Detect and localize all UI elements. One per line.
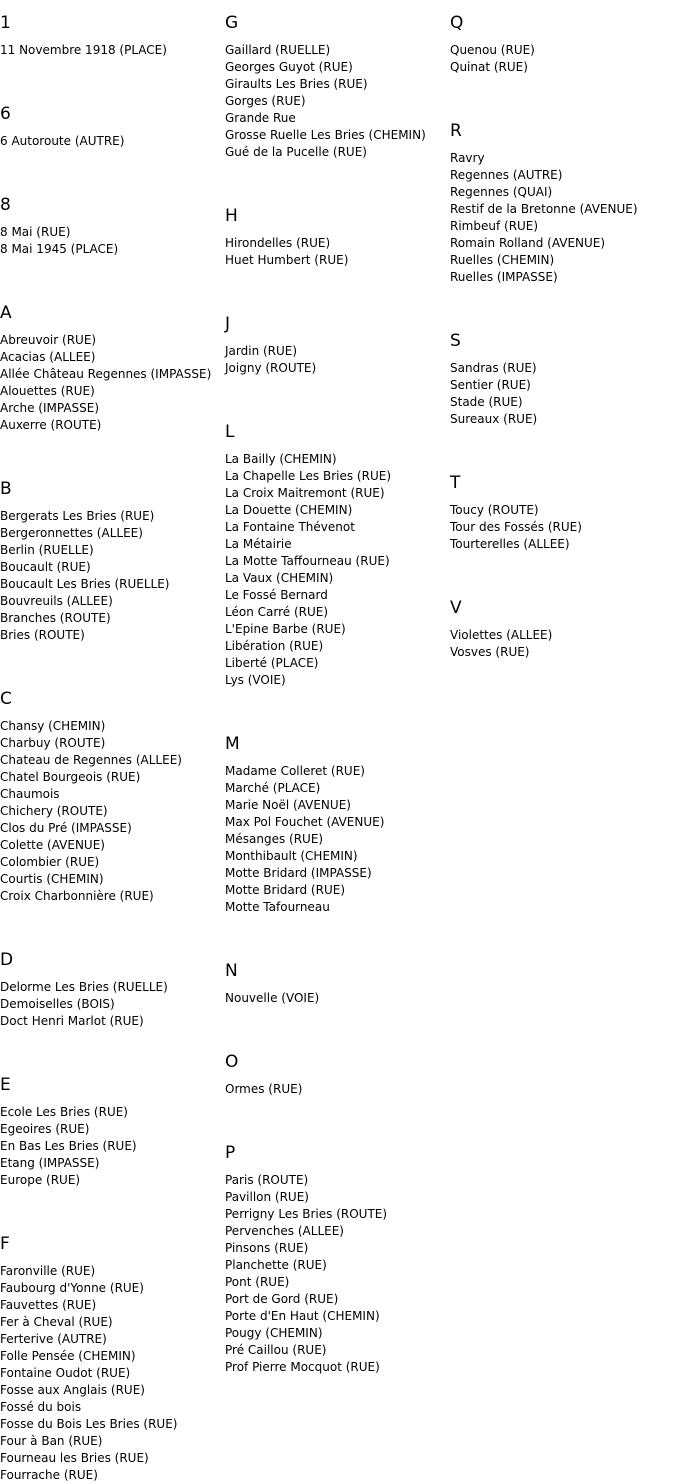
group-spacer [0, 59, 222, 91]
street-link[interactable]: Bries (ROUTE) [0, 628, 85, 642]
letter-group [225, 1130, 447, 1376]
street-link[interactable]: La Croix Maitremont (RUE) [225, 486, 385, 500]
street-link[interactable]: Grande Rue [225, 111, 296, 125]
street-link[interactable]: L'Epine Barbe (RUE) [225, 622, 346, 636]
street-link[interactable]: Porte d'En Haut (CHEMIN) [225, 1309, 380, 1323]
street-link[interactable]: La Douette (CHEMIN) [225, 503, 353, 517]
group-spacer [225, 689, 447, 721]
letter-group [0, 466, 222, 644]
street-link[interactable]: Fossé du bois [0, 1400, 82, 1414]
street-link[interactable]: Marie Noël (AVENUE) [225, 798, 351, 812]
group-spacer [0, 1189, 222, 1221]
street-link[interactable]: Quinat (RUE) [450, 60, 528, 74]
street-list [450, 360, 675, 428]
letter-heading: N [225, 961, 238, 981]
street-link[interactable]: Ferterive (AUTRE) [0, 1332, 107, 1346]
group-spacer [0, 644, 222, 676]
street-link[interactable]: Port de Gord (RUE) [225, 1292, 339, 1306]
street-link[interactable]: 8 Mai 1945 (PLACE) [0, 242, 119, 256]
group-spacer [450, 76, 675, 108]
street-link[interactable]: 6 Autoroute (AUTRE) [0, 134, 125, 148]
street-link[interactable]: Le Fossé Bernard [225, 588, 328, 602]
street-link[interactable]: Grosse Ruelle Les Bries (CHEMIN) [225, 128, 426, 142]
street-link[interactable]: Boucault (RUE) [0, 560, 91, 574]
street-link[interactable]: Delorme Les Bries (RUELLE) [0, 980, 168, 994]
letter-heading: C [0, 689, 12, 709]
letter-heading: D [0, 950, 14, 970]
letter-heading: P [225, 1143, 236, 1163]
street-link[interactable]: Perrigny Les Bries (ROUTE) [225, 1207, 388, 1221]
letter-heading: S [450, 331, 461, 351]
street-link[interactable]: Alouettes (RUE) [0, 384, 95, 398]
street-link[interactable]: Regennes (QUAI) [450, 185, 553, 199]
street-link[interactable]: Regennes (AUTRE) [450, 168, 563, 182]
street-list [450, 42, 675, 76]
street-link[interactable]: Paris (ROUTE) [225, 1173, 309, 1187]
street-link[interactable]: Faubourg d'Yonne (RUE) [0, 1281, 144, 1295]
letter-heading: V [450, 598, 462, 618]
letter-group [225, 409, 447, 689]
letter-heading: G [225, 13, 239, 33]
group-spacer [0, 150, 222, 182]
group-spacer [225, 1007, 447, 1039]
group-spacer [225, 1098, 447, 1130]
group-spacer [0, 905, 222, 937]
street-index-column-1 [0, 0, 222, 1484]
street-link[interactable]: Vosves (RUE) [450, 645, 530, 659]
street-link[interactable]: Stade (RUE) [450, 395, 523, 409]
street-link[interactable]: Hirondelles (RUE) [225, 236, 331, 250]
street-link[interactable]: Folle Pensée (CHEMIN) [0, 1349, 136, 1363]
street-link[interactable]: Motte Bridard (IMPASSE) [225, 866, 372, 880]
group-spacer [450, 428, 675, 460]
street-list [225, 763, 447, 916]
letter-heading: J [225, 314, 231, 334]
street-list [225, 235, 447, 269]
group-spacer [0, 258, 222, 290]
street-link[interactable]: Fontaine Oudot (RUE) [0, 1366, 131, 1380]
letter-heading: L [225, 422, 235, 442]
street-list [225, 42, 447, 161]
letter-group [225, 948, 447, 1007]
street-link[interactable]: Bergerats Les Bries (RUE) [0, 509, 155, 523]
street-link[interactable]: Chichery (ROUTE) [0, 804, 108, 818]
street-link[interactable]: Bouvreuils (ALLEE) [0, 594, 113, 608]
street-link[interactable]: Arche (IMPASSE) [0, 401, 100, 415]
street-link[interactable]: Restif de la Bretonne (AVENUE) [450, 202, 638, 216]
street-link[interactable]: Branches (ROUTE) [0, 611, 111, 625]
street-link[interactable]: En Bas Les Bries (RUE) [0, 1139, 137, 1153]
street-link[interactable]: La Motte Taffourneau (RUE) [225, 554, 390, 568]
letter-heading: H [225, 206, 238, 226]
group-spacer [225, 269, 447, 301]
street-link[interactable]: Ecole Les Bries (RUE) [0, 1105, 128, 1119]
street-link[interactable]: Colombier (RUE) [0, 855, 100, 869]
street-list [0, 42, 222, 59]
letter-heading: M [225, 734, 240, 754]
street-link[interactable]: Demoiselles (BOIS) [0, 997, 115, 1011]
street-link[interactable]: Fosse du Bois Les Bries (RUE) [0, 1417, 178, 1431]
street-link[interactable]: Joigny (ROUTE) [225, 361, 317, 375]
letter-heading: T [450, 473, 461, 493]
street-link[interactable]: Doct Henri Marlot (RUE) [0, 1014, 144, 1028]
street-link[interactable]: Chateau de Regennes (ALLEE) [0, 753, 182, 767]
street-link[interactable]: Violettes (ALLEE) [450, 628, 553, 642]
letter-heading: 1 [0, 13, 11, 33]
street-link[interactable]: Acacias (ALLEE) [0, 350, 96, 364]
street-link[interactable]: Huet Humbert (RUE) [225, 253, 349, 267]
street-list [0, 508, 222, 644]
street-link[interactable]: Madame Colleret (RUE) [225, 764, 365, 778]
street-link[interactable]: Toucy (ROUTE) [450, 503, 539, 517]
street-link[interactable]: La Métairie [225, 537, 292, 551]
street-link[interactable]: Chansy (CHEMIN) [0, 719, 106, 733]
letter-heading: 8 [0, 195, 11, 215]
street-link[interactable]: 8 Mai (RUE) [0, 225, 71, 239]
street-list [225, 1081, 447, 1098]
street-link[interactable]: Courtis (CHEMIN) [0, 872, 104, 886]
street-list [0, 224, 222, 258]
street-link[interactable]: Prof Pierre Mocquot (RUE) [225, 1360, 380, 1374]
group-spacer [225, 161, 447, 193]
street-link[interactable]: Gaillard (RUELLE) [225, 43, 331, 57]
street-link[interactable]: Rimbeuf (RUE) [450, 219, 539, 233]
street-link[interactable]: Pont (RUE) [225, 1275, 290, 1289]
group-spacer [450, 553, 675, 585]
street-index-column-3 [450, 0, 675, 661]
street-list [225, 990, 447, 1007]
street-list [0, 718, 222, 905]
street-link[interactable]: Lys (VOIE) [225, 673, 286, 687]
street-link[interactable]: Max Pol Fouchet (AVENUE) [225, 815, 385, 829]
letter-heading: Q [450, 13, 464, 33]
letter-group [450, 460, 675, 553]
letter-group [225, 193, 447, 269]
street-link[interactable]: 11 Novembre 1918 (PLACE) [0, 43, 167, 57]
letter-heading: E [0, 1075, 11, 1095]
street-link[interactable]: Sandras (RUE) [450, 361, 537, 375]
letter-group [225, 1039, 447, 1098]
street-list [225, 343, 447, 377]
street-list [0, 979, 222, 1030]
street-link[interactable]: Motte Bridard (RUE) [225, 883, 345, 897]
letter-heading: F [0, 1234, 10, 1254]
street-link[interactable]: Colette (AVENUE) [0, 838, 105, 852]
street-link[interactable]: La Chapelle Les Bries (RUE) [225, 469, 391, 483]
street-link[interactable]: Charbuy (ROUTE) [0, 736, 106, 750]
group-spacer [450, 286, 675, 318]
street-link[interactable]: La Vaux (CHEMIN) [225, 571, 334, 585]
letter-group [450, 0, 675, 76]
letter-heading: B [0, 479, 12, 499]
street-link[interactable]: La Fontaine Thévenot [225, 520, 355, 534]
street-link[interactable]: Pougy (CHEMIN) [225, 1326, 323, 1340]
street-link[interactable]: Monthibault (CHEMIN) [225, 849, 358, 863]
street-link[interactable]: Mésanges (RUE) [225, 832, 324, 846]
street-link[interactable]: Pavillon (RUE) [225, 1190, 309, 1204]
street-link[interactable]: Fauvettes (RUE) [0, 1298, 97, 1312]
street-link[interactable]: Giraults Les Bries (RUE) [225, 77, 368, 91]
street-list [0, 1263, 222, 1484]
street-link[interactable]: Allée Château Regennes (IMPASSE) [0, 367, 212, 381]
street-link[interactable]: Chaumois [0, 787, 60, 801]
street-list [450, 502, 675, 553]
street-link[interactable]: Bergeronnettes (ALLEE) [0, 526, 143, 540]
street-link[interactable]: Libération (RUE) [225, 639, 324, 653]
street-link[interactable]: Motte Tafourneau [225, 900, 330, 914]
letter-group [450, 108, 675, 286]
street-link[interactable]: Planchette (RUE) [225, 1258, 327, 1272]
letter-heading: 6 [0, 104, 11, 124]
street-link[interactable]: Egeoires (RUE) [0, 1122, 90, 1136]
street-link[interactable]: Fourrache (RUE) [0, 1468, 98, 1482]
street-list [450, 627, 675, 661]
letter-heading: A [0, 303, 12, 323]
letter-group [450, 585, 675, 661]
street-link[interactable]: Léon Carré (RUE) [225, 605, 329, 619]
letter-group [225, 0, 447, 161]
street-link[interactable]: Tourterelles (ALLEE) [450, 537, 570, 551]
street-link[interactable]: Ruelles (IMPASSE) [450, 270, 558, 284]
street-link[interactable]: Fosse aux Anglais (RUE) [0, 1383, 145, 1397]
street-link[interactable]: Sureaux (RUE) [450, 412, 538, 426]
street-link[interactable]: Berlin (RUELLE) [0, 543, 94, 557]
street-link[interactable]: Gorges (RUE) [225, 94, 306, 108]
street-link[interactable]: La Bailly (CHEMIN) [225, 452, 337, 466]
street-index-column-2 [225, 0, 447, 1376]
letter-group [0, 91, 222, 150]
letter-group [225, 721, 447, 916]
street-list [0, 332, 222, 434]
street-link[interactable]: Faronville (RUE) [0, 1264, 96, 1278]
group-spacer [0, 1030, 222, 1062]
street-link[interactable]: Georges Guyot (RUE) [225, 60, 353, 74]
street-link[interactable]: Boucault Les Bries (RUELLE) [0, 577, 170, 591]
street-link[interactable]: Ruelles (CHEMIN) [450, 253, 555, 267]
street-link[interactable]: Pinsons (RUE) [225, 1241, 309, 1255]
street-list [225, 451, 447, 689]
street-link[interactable]: Quenou (RUE) [450, 43, 535, 57]
street-link[interactable]: Jardin (RUE) [225, 344, 298, 358]
street-list [450, 150, 675, 286]
street-link[interactable]: Four à Ban (RUE) [0, 1434, 103, 1448]
group-spacer [0, 434, 222, 466]
street-list [225, 1172, 447, 1376]
street-link[interactable]: Europe (RUE) [0, 1173, 81, 1187]
street-link[interactable]: Tour des Fossés (RUE) [450, 520, 582, 534]
street-link[interactable]: Croix Charbonnière (RUE) [0, 889, 154, 903]
street-link[interactable]: Chatel Bourgeois (RUE) [0, 770, 141, 784]
letter-group [0, 1062, 222, 1189]
letter-group [0, 937, 222, 1030]
group-spacer [225, 377, 447, 409]
letter-group [0, 0, 222, 59]
street-link[interactable]: Liberté (PLACE) [225, 656, 319, 670]
letter-group [225, 301, 447, 377]
letter-heading: O [225, 1052, 239, 1072]
street-link[interactable]: Clos du Pré (IMPASSE) [0, 821, 132, 835]
street-link[interactable]: Pré Caillou (RUE) [225, 1343, 327, 1357]
letter-group [0, 290, 222, 434]
street-list [0, 133, 222, 150]
letter-group [450, 318, 675, 428]
letter-group [0, 676, 222, 905]
letter-group [0, 182, 222, 258]
street-link[interactable]: Ravry [450, 151, 485, 165]
street-link[interactable]: Romain Rolland (AVENUE) [450, 236, 606, 250]
street-link[interactable]: Etang (IMPASSE) [0, 1156, 100, 1170]
street-link[interactable]: Nouvelle (VOIE) [225, 991, 320, 1005]
group-spacer [225, 916, 447, 948]
street-link[interactable]: Abreuvoir (RUE) [0, 333, 97, 347]
street-link[interactable]: Gué de la Pucelle (RUE) [225, 145, 367, 159]
street-link[interactable]: Auxerre (ROUTE) [0, 418, 102, 432]
street-link[interactable]: Fer à Cheval (RUE) [0, 1315, 113, 1329]
street-link[interactable]: Ormes (RUE) [225, 1082, 303, 1096]
street-link[interactable]: Pervenches (ALLEE) [225, 1224, 344, 1238]
street-link[interactable]: Marché (PLACE) [225, 781, 321, 795]
street-link[interactable]: Sentier (RUE) [450, 378, 531, 392]
street-link[interactable]: Fourneau les Bries (RUE) [0, 1451, 149, 1465]
letter-heading: R [450, 121, 462, 141]
letter-group [0, 1221, 222, 1484]
street-list [0, 1104, 222, 1189]
